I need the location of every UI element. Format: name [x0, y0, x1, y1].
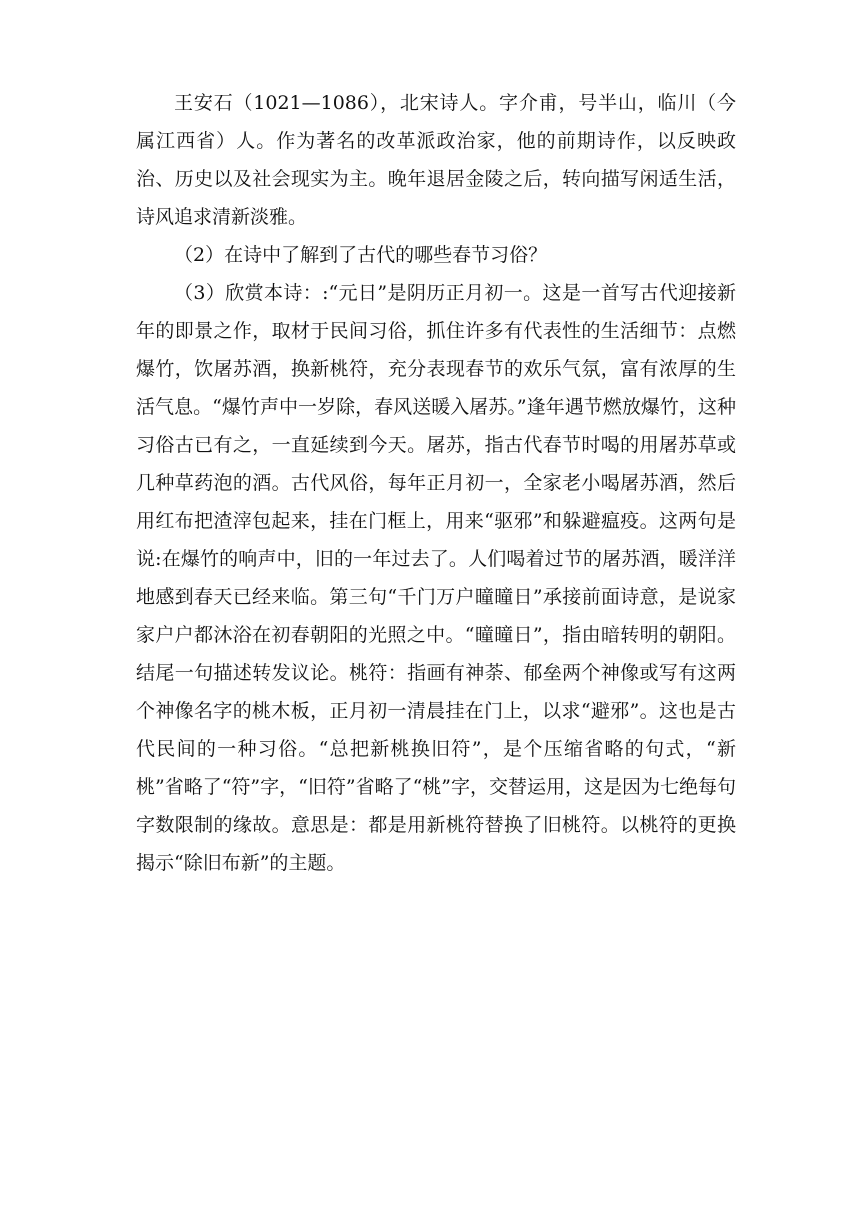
document-body — [136, 84, 736, 882]
question-3-appreciation-paragraph: （3）欣赏本诗：:“元日”是阴历正月初一。这是一首写古代迎接新年的即景之作，取材于民间习俗，抓住许多有代表性的生活细节：点燃爆竹，饮屠苏酒，换新桃符，充分表现春节的欢乐气氛，富有浓厚的生活气息。“爆竹声中一岁除，春风送暖入屠苏。”逢年遇节燃放爆竹，这种习俗古已有之，一直延续到今天。屠苏，指古代春节时喝的用屠苏草或几种草药泡的酒。古代风俗，每年正月初一，全家老小喝屠苏酒，然后用红布把渣滓包起来，挂在门框上，用来“驱邪”和躲避瘟疫。这两句是说:在爆竹的响声中，旧的一年过去了。人们喝着过节的屠苏酒，暖洋洋地感到春天已经来临。第三句“千门万户曈曈日”承接前面诗意，是说家家户户都沐浴在初春朝阳的光照之中。“曈曈日”，指由暗转明的朝阳。结尾一句描述转发议论。桃符：指画有神荼、郁垒两个神像或写有这两个神像名字的桃木板，正月初一清晨挂在门上，以求“避邪”。这也是古代民间的一种习俗。“总把新桃换旧符”，是个压缩省略的句式，“新桃”省略了“符”字，“旧符”省略了“桃”字，交替运用，这是因为七绝每句字数限制的缘故。意思是：都是用新桃符替换了旧桃符。以桃符的更换揭示“除旧布新”的主题。 — [136, 282, 736, 874]
question-2-paragraph: （2）在诗中了解到了古代的哪些春节习俗？ — [174, 244, 548, 266]
author-bio-paragraph: 王安石（1021—1086），北宋诗人。字介甫，号半山，临川（今属江西省）人。作为著名的改革派政治家，他的前期诗作，以反映政治、历史以及社会现实为主。晚年退居金陵之后，转向描写闲适生活，诗风追求清新淡雅。 — [136, 92, 736, 228]
